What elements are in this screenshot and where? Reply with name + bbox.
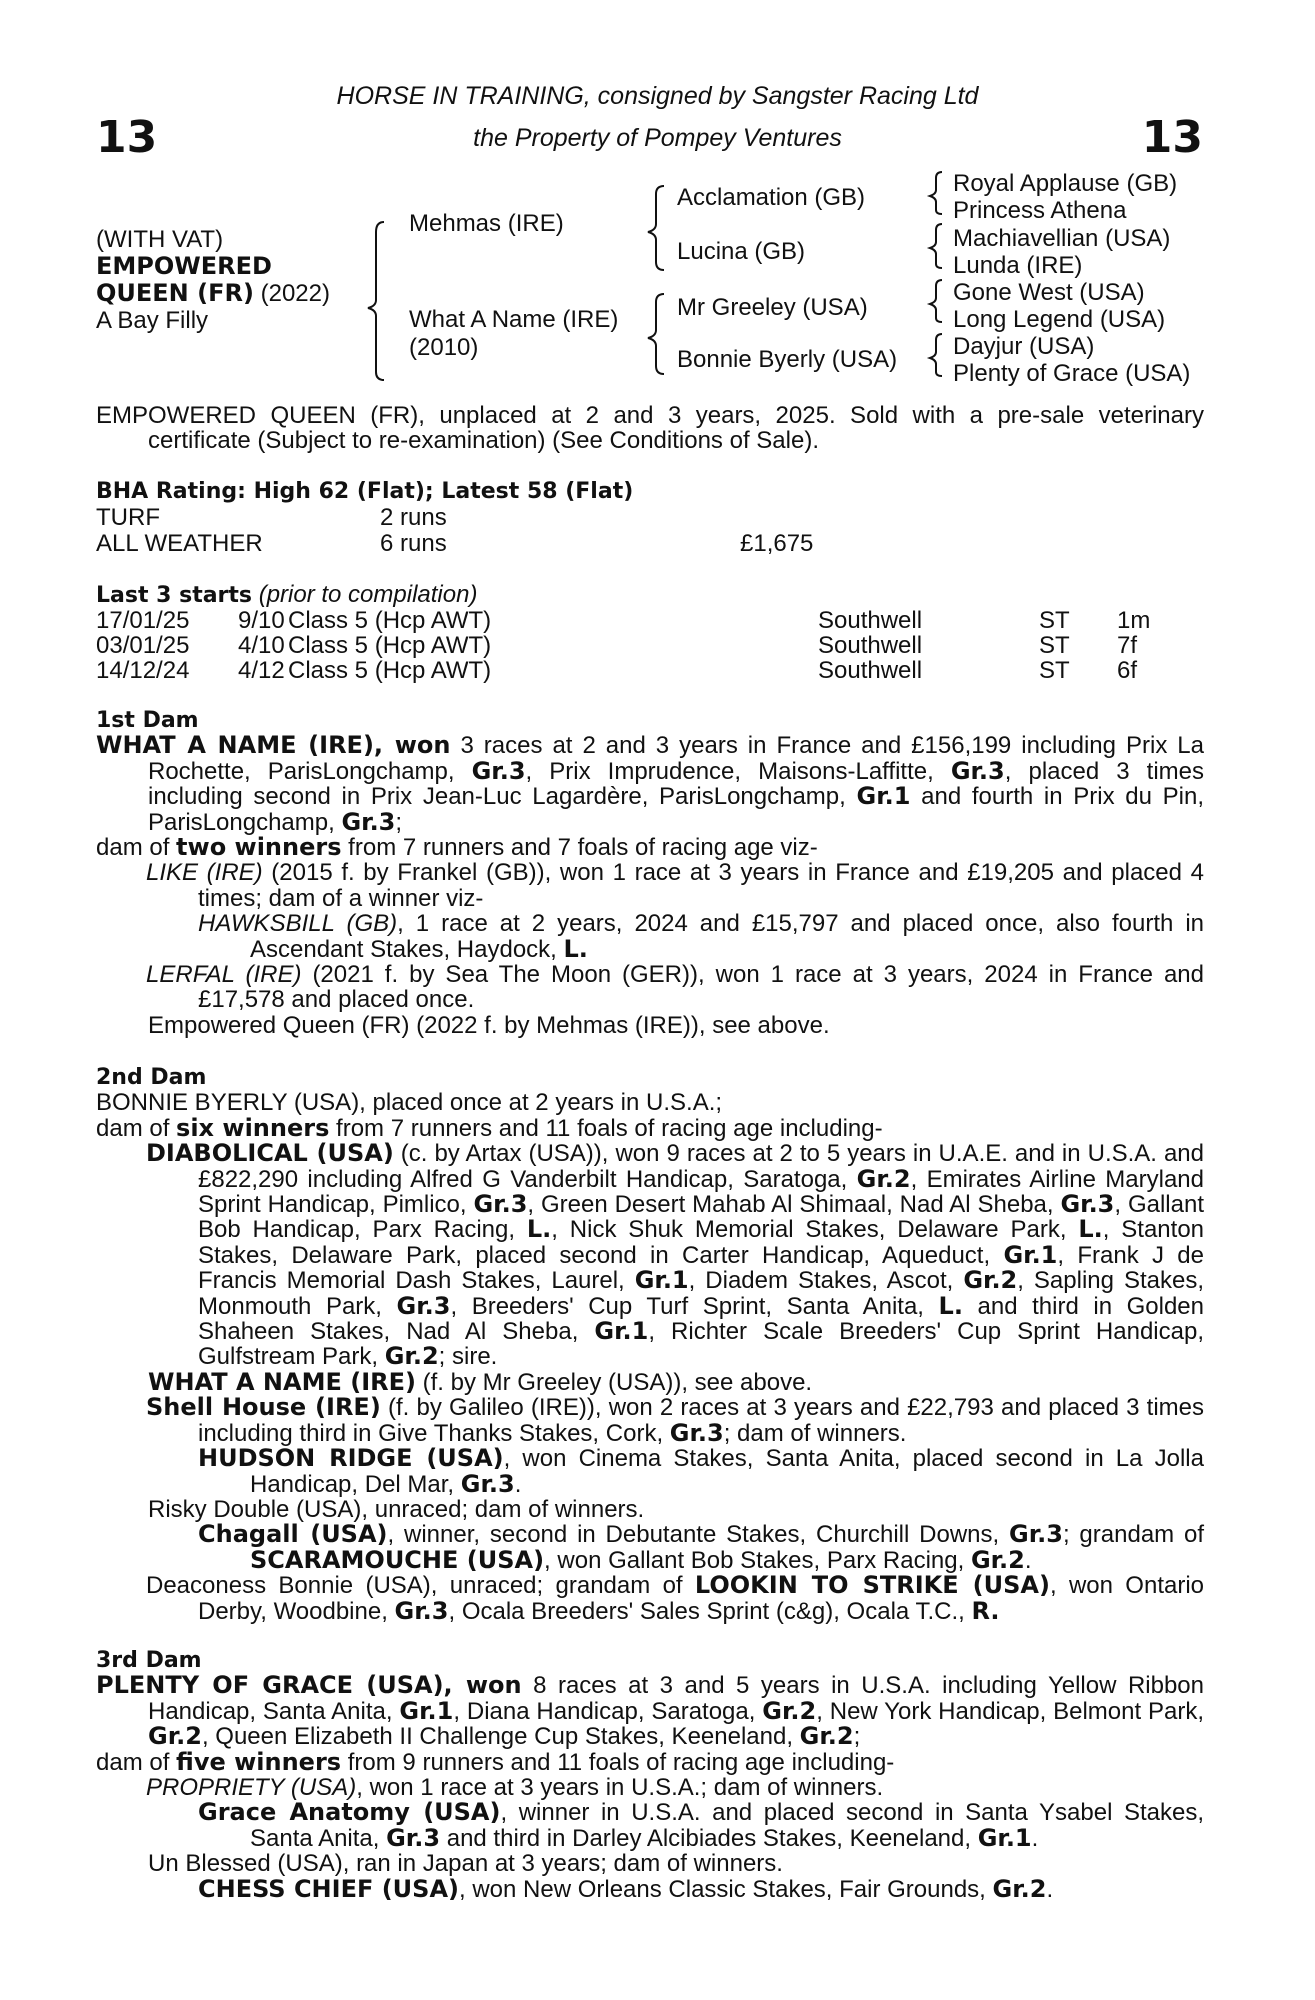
horse-year: (2022): [253, 280, 330, 307]
g3-1: Royal Applause (GB): [953, 170, 1178, 197]
start-course: Southwell: [818, 657, 923, 684]
start-date: 17/01/25: [96, 607, 190, 634]
rating-runs: 2 runs: [380, 504, 447, 531]
sire-sire: Acclamation (GB): [677, 184, 866, 211]
start-position: 4/12: [238, 657, 285, 684]
produce-what-a-name: WHAT A NAME (IRE) (f. by Mr Greeley (USA)), see above.: [148, 1367, 813, 1396]
last-starts-title: Last 3 starts: [96, 583, 253, 608]
produce-propriety: PROPRIETY (USA), won 1 race at 3 years in U.S.A.; dam of winners.: [146, 1774, 884, 1802]
start-date: 03/01/25: [96, 632, 190, 659]
start-going: ST: [1039, 607, 1070, 634]
start-distance: 1m: [1117, 607, 1151, 634]
second-dam-produce-line: dam of six winners from 7 runners and 11 foals of racing age including-: [96, 1113, 883, 1142]
first-dam-heading: 1st Dam: [96, 708, 199, 733]
third-dam-produce-line: dam of five winners from 9 runners and 11 foals of racing age including-: [96, 1747, 895, 1776]
produce-risky-double: Risky Double (USA), unraced; dam of winners.: [148, 1495, 645, 1523]
rating-prize: £1,675: [740, 530, 814, 557]
g3-6: Long Legend (USA): [953, 306, 1166, 333]
produce-hudson-ridge: HUDSON RIDGE (USA), won Cinema Stakes, Santa Anita, placed second in La Jolla Handicap, Del Mar, Gr.3.: [198, 1444, 1204, 1498]
start-race: Class 5 (Hcp AWT): [288, 632, 492, 659]
sire-dam: Lucina (GB): [677, 238, 806, 265]
g3-8: Plenty of Grace (USA): [953, 360, 1191, 387]
third-dam-heading: 3rd Dam: [96, 1648, 202, 1673]
start-going: ST: [1039, 632, 1070, 659]
produce-diabolical: DIABOLICAL (USA) (c. by Artax (USA)), won 9 races at 2 to 5 years in U.A.E. and in U.S.A. and £822,290 including Alfred G Vanderbilt Handicap, Saratoga, Gr.2, Emirates Airline Maryland Sprint Handicap, Pimlico, Gr.3, Green Desert Mahab Al Shimaal, Nad Al Sheba, Gr.3, Gallant Bob Handicap, Parx Racing, L., Nick Shuk Memorial Stakes, Delaware Park, L., Stanton Stakes, Delaware Park, placed second in Carter Handicap, Aqueduct, Gr.1, Frank J de Francis Memorial Dash Stakes, Laurel, Gr.1, Diadem Stakes, Ascot, Gr.2, Sapling Stakes, Monmouth Park, Gr.3, Breeders' Cup Turf Sprint, Santa Anita, L. and third in Golden Shaheen Stakes, Nad Al Sheba, Gr.1, Richter Scale Breeders' Cup Sprint Handicap, Gulfstream Park, Gr.2; sire.: [146, 1139, 1205, 1371]
rating-title: BHA Rating: High 62 (Flat); Latest 58 (Flat): [96, 479, 634, 504]
produce-un-blessed: Un Blessed (USA), ran in Japan at 3 years; dam of winners.: [148, 1850, 783, 1878]
vat-note: (WITH VAT): [96, 226, 224, 253]
start-date: 14/12/24: [96, 657, 190, 684]
dam-sire: Mr Greeley (USA): [677, 294, 868, 321]
second-dam-heading: 2nd Dam: [96, 1065, 207, 1090]
horse-description: A Bay Filly: [96, 307, 209, 334]
produce-grace-anatomy: Grace Anatomy (USA), winner in U.S.A. and placed second in Santa Ysabel Stakes, Santa Anita, Gr.3 and third in Darley Alcibiades Stakes, Keeneland, Gr.1.: [198, 1798, 1204, 1852]
produce-deaconess-bonnie: Deaconess Bonnie (USA), unraced; grandam of LOOKIN TO STRIKE (USA), won Ontario Derby, Woodbine, Gr.3, Ocala Breeders' Sales Sprint (c&g), Ocala T.C., R.: [146, 1571, 1205, 1625]
horse-name-line2: QUEEN (FR): [96, 279, 254, 307]
produce-shell-house: Shell House (IRE) (f. by Galileo (IRE)), won 2 races at 3 years and £22,793 and placed 3 times including third in Give Thanks Stakes, Cork, Gr.3; dam of winners.: [146, 1393, 1204, 1447]
dam: What A Name (IRE): [409, 306, 619, 333]
start-distance: 7f: [1117, 632, 1138, 659]
consignor-line: HORSE IN TRAINING, consigned by Sangster Racing Ltd: [336, 82, 979, 110]
g3-7: Dayjur (USA): [953, 333, 1095, 360]
produce-chess-chief: CHESS CHIEF (USA), won New Orleans Classic Stakes, Fair Grounds, Gr.2.: [198, 1874, 1054, 1903]
start-race: Class 5 (Hcp AWT): [288, 657, 492, 684]
rating-surface: ALL WEATHER: [96, 530, 263, 557]
rating-surface: TURF: [96, 504, 160, 531]
produce-chagall: Chagall (USA), winner, second in Debutante Stakes, Churchill Downs, Gr.3; grandam of SCARAMOUCHE (USA), won Gallant Bob Stakes, Parx Racing, Gr.2.: [198, 1520, 1204, 1574]
g3-4: Lunda (IRE): [953, 252, 1083, 279]
first-dam-record: WHAT A NAME (IRE), won 3 races at 2 and 3 years in France and £156,199 including Prix La Rochette, ParisLongchamp, Gr.3, Prix Imprudence, Maisons-Laffitte, Gr.3, placed 3 times including second in Prix Jean-Luc Lagardère, ParisLongchamp, Gr.1 and fourth in Prix du Pin, ParisLongchamp, Gr.3;: [96, 731, 1205, 836]
horse-name-line1: EMPOWERED: [96, 252, 272, 280]
property-line: the Property of Pompey Ventures: [473, 124, 842, 152]
sire: Mehmas (IRE): [409, 210, 564, 237]
last-starts-note: (prior to compilation): [252, 581, 478, 608]
second-dam-record: BONNIE BYERLY (USA), placed once at 2 years in U.S.A.;: [96, 1089, 723, 1117]
g3-3: Machiavellian (USA): [953, 225, 1171, 252]
dam-year: (2010): [409, 334, 479, 361]
start-race: Class 5 (Hcp AWT): [288, 607, 492, 634]
produce-lerfal: LERFAL (IRE) (2021 f. by Sea The Moon (GER)), won 1 race at 3 years, 2024 in France and £17,578 and placed once.: [146, 961, 1205, 1014]
g3-2: Princess Athena: [953, 197, 1127, 224]
start-course: Southwell: [818, 607, 923, 634]
first-dam-produce-line: dam of two winners from 7 runners and 7 foals of racing age viz-: [96, 833, 818, 862]
lot-number-right: 13: [1141, 112, 1203, 163]
lot-number-left: 13: [96, 112, 158, 163]
produce-hawksbill: HAWKSBILL (GB), 1 race at 2 years, 2024 and £15,797 and placed once, also fourth in Ascendant Stakes, Haydock, L.: [198, 910, 1205, 963]
third-dam-record: PLENTY OF GRACE (USA), won 8 races at 3 and 5 years in U.S.A. including Yellow Ribbon Handicap, Santa Anita, Gr.1, Diana Handicap, Saratoga, Gr.2, New York Handicap, Belmont Park, Gr.2, Queen Elizabeth II Challenge Cup Stakes, Keeneland, Gr.2;: [96, 1671, 1205, 1751]
start-position: 4/10: [238, 632, 285, 659]
third-dam-section: [96, 1648, 1204, 1902]
g3-5: Gone West (USA): [953, 279, 1145, 306]
first-dam-section: [96, 708, 1204, 1038]
produce-like: LIKE (IRE) (2015 f. by Frankel (GB)), won 1 race at 3 years in France and £19,205 and placed 4 times; dam of a winner viz-: [146, 859, 1204, 912]
start-going: ST: [1039, 657, 1070, 684]
dam-dam: Bonnie Byerly (USA): [677, 346, 898, 373]
rating-runs: 6 runs: [380, 530, 447, 557]
produce-empowered-queen: Empowered Queen (FR) (2022 f. by Mehmas (IRE)), see above.: [148, 1011, 830, 1039]
summary: EMPOWERED QUEEN (FR), unplaced at 2 and 3 years, 2025. Sold with a pre-sale veterinary certificate (Subject to re-examination) (See Conditions of Sale).: [96, 402, 1204, 455]
start-distance: 6f: [1117, 657, 1138, 684]
second-dam-section: [96, 1065, 1204, 1624]
last-starts-heading: [96, 581, 477, 609]
start-position: 9/10: [238, 607, 285, 634]
start-course: Southwell: [818, 632, 923, 659]
